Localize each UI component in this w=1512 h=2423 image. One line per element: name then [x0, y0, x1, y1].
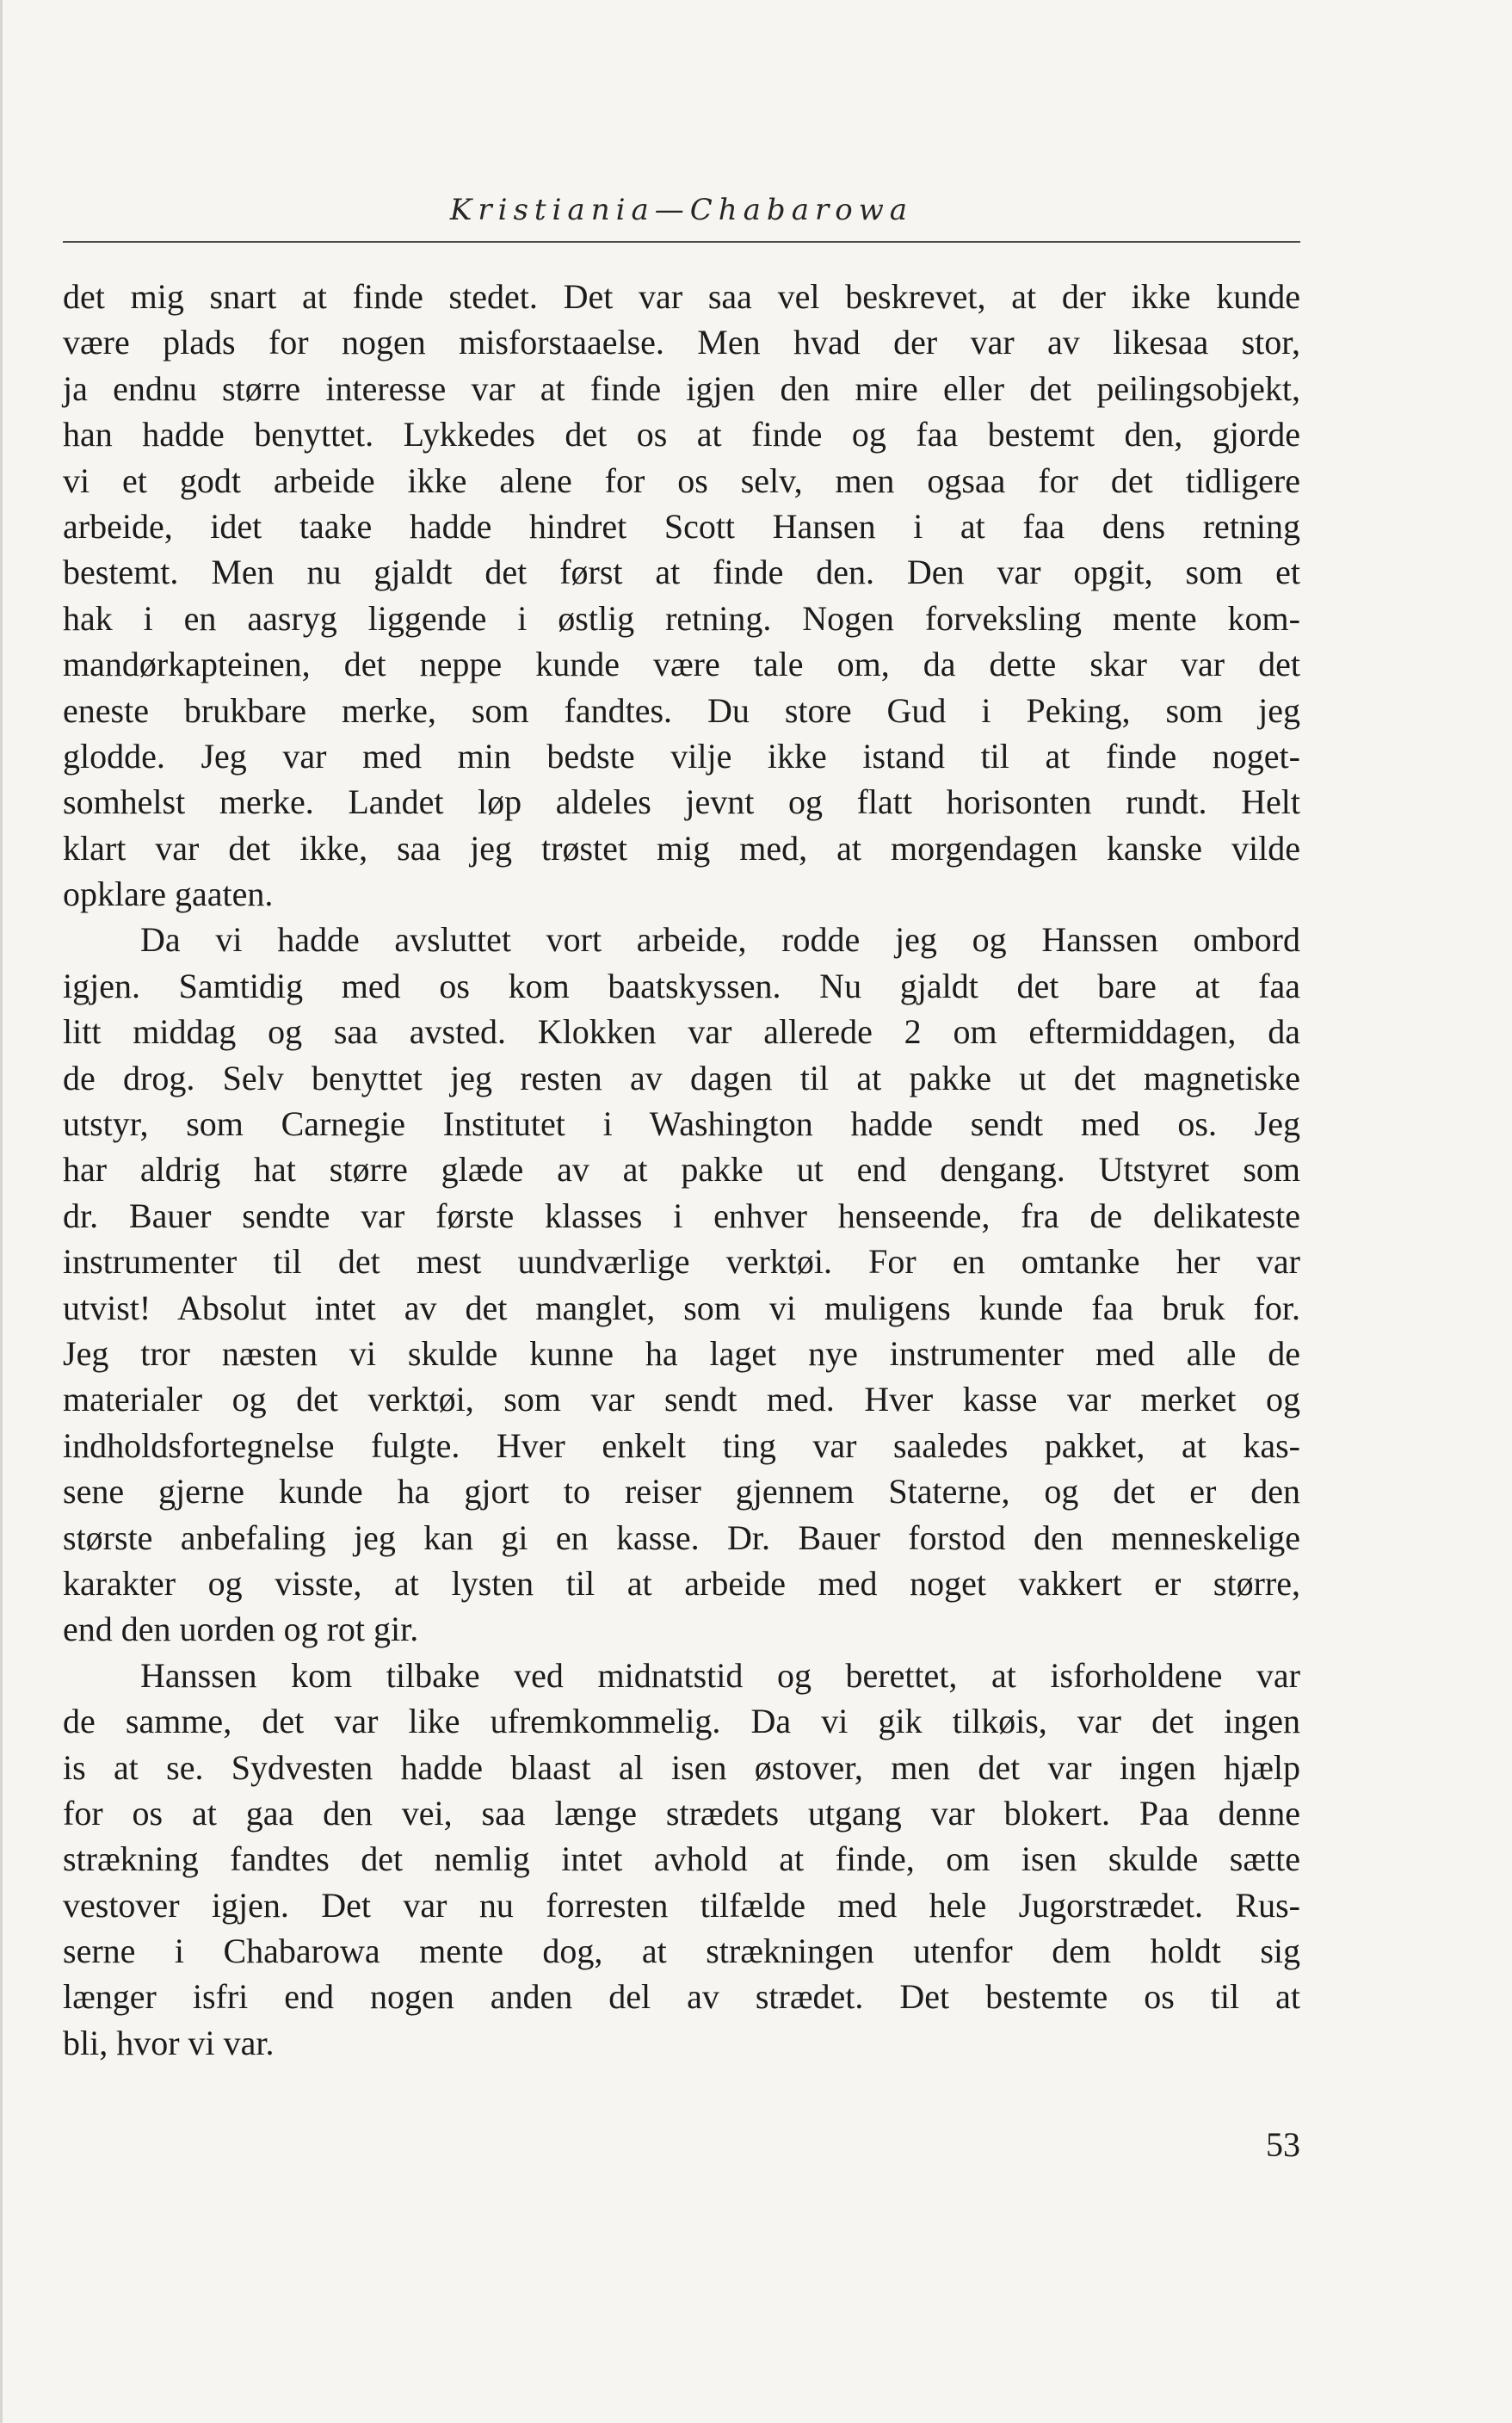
text-line: har aldrig hat større glæde av at pakke ut end dengang. Utstyret som: [63, 1150, 1300, 1190]
text-line: dr. Bauer sendte var første klasses i enhver henseende, fra de delikateste: [63, 1196, 1300, 1235]
text-line: karakter og visste, at lysten til at arbeide med noget vakkert er større,: [63, 1563, 1300, 1603]
text-line: være plads for nogen misforstaaelse. Men hvad der var av likesaa stor,: [63, 323, 1300, 362]
text-line: glodde. Jeg var med min bedste vilje ikke istand til at finde noget-: [63, 736, 1300, 776]
text-line: for os at gaa den vei, saa længe strædets utgang var blokert. Paa denne: [63, 1793, 1300, 1833]
text-line: is at se. Sydvesten hadde blaast al isen østover, men det var ingen hjælp: [63, 1747, 1300, 1787]
text-line: igjen. Samtidig med os kom baatskyssen. Nu gjaldt det bare at faa: [63, 966, 1300, 1005]
body-text: [63, 274, 1300, 2066]
text-line: største anbefaling jeg kan gi en kasse. Dr. Bauer forstod den menneskelige: [63, 1517, 1300, 1557]
text-line: de drog. Selv benyttet jeg resten av dagen til at pakke ut det magnetiske: [63, 1058, 1300, 1097]
text-line: litt middag og saa avsted. Klokken var allerede 2 om eftermiddagen, da: [63, 1012, 1300, 1052]
text-line: strækning fandtes det nemlig intet avhold at finde, om isen skulde sætte: [63, 1839, 1300, 1879]
running-header: [63, 179, 1300, 243]
text-line: det mig snart at finde stedet. Det var saa vel beskrevet, at der ikke kunde: [63, 277, 1300, 316]
paragraph-start-line: Da vi hadde avsluttet vort arbeide, rodde jeg og Hanssen ombord: [140, 920, 1300, 960]
text-line: indholdsfortegnelse fulgte. Hver enkelt ting var saaledes pakket, at kas-: [63, 1425, 1300, 1465]
text-line: utvist! Absolut intet av det manglet, som vi muligens kunde faa bruk for.: [63, 1288, 1300, 1327]
text-line: han hadde benyttet. Lykkedes det os at finde og faa bestemt den, gjorde: [63, 415, 1300, 454]
paragraph-end-line: opklare gaaten.: [63, 875, 274, 914]
running-title: Kristiania—Chabarowa: [449, 193, 914, 227]
text-line: mandørkapteinen, det neppe kunde være tale om, da dette skar var det: [63, 645, 1300, 684]
text-line: ja endnu større interesse var at finde igjen den mire eller det peilingsobjekt,: [63, 368, 1300, 408]
text-line: bestemt. Men nu gjaldt det først at finde den. Den var opgit, som et: [63, 553, 1300, 592]
text-line: klart var det ikke, saa jeg trøstet mig med, at morgendagen kanske vilde: [63, 828, 1300, 868]
text-line: vestover igjen. Det var nu forresten tilfælde med hele Jugorstrædet. Rus-: [63, 1885, 1300, 1925]
page-number: 53: [1266, 2125, 1300, 2164]
text-line: arbeide, idet taake hadde hindret Scott Hansen i at faa dens retning: [63, 506, 1300, 546]
paragraph-end-line: end den uorden og rot gir.: [63, 1610, 419, 1649]
text-line: hak i en aasryg liggende i østlig retning. Nogen forveksling mente kom-: [63, 598, 1300, 638]
paragraph-end-line: bli, hvor vi var.: [63, 2023, 275, 2062]
text-line: eneste brukbare merke, som fandtes. Du store Gud i Peking, som jeg: [63, 690, 1300, 730]
text-line: instrumenter til det mest uundværlige verktøi. For en omtanke her var: [63, 1242, 1300, 1282]
text-line: somhelst merke. Landet løp aldeles jevnt og flatt horisonten rundt. Helt: [63, 782, 1300, 822]
text-line: længer isfri end nogen anden del av strædet. Det bestemte os til at: [63, 1977, 1300, 2017]
text-line: Jeg tror næsten vi skulde kunne ha laget nye instrumenter med alle de: [63, 1333, 1300, 1373]
text-line: materialer og det verktøi, som var sendt med. Hver kasse var merket og: [63, 1380, 1300, 1419]
text-line: de samme, det var like ufremkommelig. Da vi gik tilkøis, var det ingen: [63, 1702, 1300, 1741]
paragraph-start-line: Hanssen kom tilbake ved midnatstid og berettet, at isforholdene var: [140, 1655, 1300, 1695]
text-line: sene gjerne kunde ha gjort to reiser gjennem Staterne, og det er den: [63, 1472, 1300, 1511]
text-line: vi et godt arbeide ikke alene for os selv, men ogsaa for det tidligere: [63, 460, 1300, 500]
text-line: serne i Chabarowa mente dog, at strækningen utenfor dem holdt sig: [63, 1932, 1300, 1971]
text-line: utstyr, som Carnegie Institutet i Washington hadde sendt med os. Jeg: [63, 1104, 1300, 1144]
